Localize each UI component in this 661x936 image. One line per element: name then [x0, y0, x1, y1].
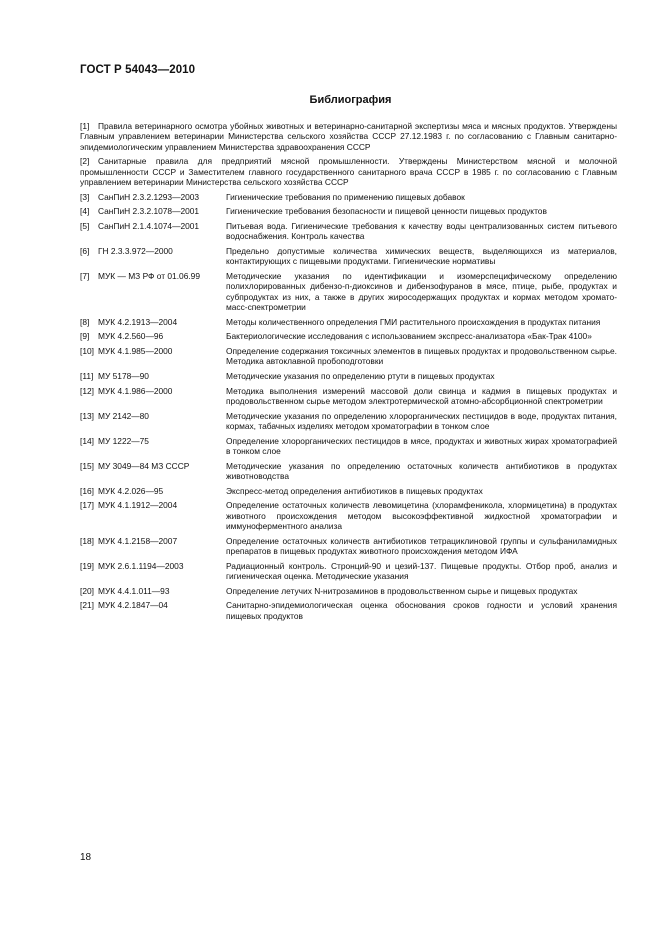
bibliography-list — [80, 121, 617, 625]
entry-document-code: МУ 5178—90 — [98, 371, 149, 381]
entry-text: Методические указания по определению остаточных количеств антибиотиков в продуктах животноводства — [226, 460, 617, 481]
entry-text: Радиационный контроль. Стронций-90 и цезий-137. Пищевые продукты. Отбор проб, анализ и гигиеническая оценка. Методические указания — [226, 560, 617, 581]
bibliography-entry — [80, 436, 617, 457]
bibliography-entry — [80, 346, 617, 367]
entry-number: [10] — [80, 346, 94, 356]
bibliography-entry — [80, 156, 617, 187]
entry-number: [19] — [80, 560, 94, 571]
entry-document-code: МУК 2.6.1.1194—2003 — [98, 560, 184, 571]
entry-document-code: МУК 4.4.1.011—93 — [98, 585, 170, 596]
entry-document-code: МУК 4.1.985—2000 — [98, 346, 173, 356]
entry-number: [8] — [80, 316, 90, 327]
entry-document-code: МУК 4.1.986—2000 — [98, 385, 173, 396]
entry-text: Санитарно-эпидемиологическая оценка обоснования сроков годности и условий хранения пищевых продуктов — [226, 600, 617, 621]
entry-document-code: СанПиН 2.3.2.1293—2003 — [98, 191, 200, 202]
entry-text: Определение содержания токсичных элементов в пищевых продуктах и продовольственном сырье. Методика автоклавной пробоподготовки — [226, 346, 617, 367]
entry-number: [21] — [80, 600, 94, 611]
entry-number: [20] — [80, 585, 94, 596]
entry-text: Бактериологические исследования с использованием экспресс-анализатора «Бак-Трак 4100» — [226, 331, 592, 342]
bibliography-entry — [80, 561, 617, 582]
entry-number: [18] — [80, 535, 94, 546]
entry-number: [5] — [80, 221, 90, 231]
entry-number: [4] — [80, 206, 90, 217]
bibliography-entry — [80, 386, 617, 407]
entry-document-code: МУК 4.2.560—96 — [98, 331, 164, 342]
bibliography-entry — [80, 221, 617, 242]
entry-text: Методические указания по определению ртути в пищевых продуктах — [226, 371, 495, 381]
entry-number: [6] — [80, 246, 90, 256]
entry-document-code: МУК 4.2.026—95 — [98, 485, 164, 496]
entry-text: Методические указания по определению хлорорганических пестицидов в воде, продуктах питания, кормах, табачных изделиях методом хроматографии в тонком слое — [226, 410, 617, 431]
entry-document-code: МУК 4.1.2158—2007 — [98, 535, 178, 546]
bibliography-entry — [80, 121, 617, 152]
entry-text: Предельно допустимые количества химических веществ, выделяющихся из материалов, контактирующих с пищевыми продуктами. Гигиенические нормативы — [226, 246, 617, 267]
entry-text: Гигиенические требования по применению пищевых добавок — [226, 191, 465, 202]
page-number: 18 — [80, 852, 92, 863]
document-code: ГОСТ Р 54043—2010 — [80, 64, 196, 76]
entry-number: [7] — [80, 271, 90, 281]
entry-text: Экспресс-метод определения антибиотиков в пищевых продуктах — [226, 485, 483, 496]
bibliography-entry — [80, 371, 617, 381]
bibliography-entry — [80, 331, 617, 341]
entry-number: [17] — [80, 500, 94, 511]
entry-document-code: МУ 1222—75 — [98, 435, 149, 446]
entry-number: [13] — [80, 410, 94, 421]
bibliography-title: Библиография — [309, 94, 392, 106]
entry-number: [14] — [80, 435, 94, 446]
bibliography-entry — [80, 246, 617, 267]
entry-document-code: МУК 4.2.1913—2004 — [98, 316, 178, 327]
entry-number: [11] — [80, 371, 94, 381]
entry-text: Питьевая вода. Гигиенические требования к качеству воды централизованных систем питьевого водоснабжения. Контроль качества — [226, 221, 617, 242]
entry-document-code: ГН 2.3.3.972—2000 — [98, 246, 173, 256]
entry-number: [2] — [80, 156, 90, 167]
bibliography-entry — [80, 192, 617, 202]
bibliography-entry — [80, 271, 617, 313]
bibliography-entry — [80, 317, 617, 327]
bibliography-entry — [80, 486, 617, 496]
entry-document-code: СанПиН 2.1.4.1074—2001 — [98, 221, 200, 231]
entry-text: Правила ветеринарного осмотра убойных животных и ветеринарно-санитарной экспертизы мяса и мясных продуктов. Утверждены Главным управлением ветеринарии Министерства сельского хозяйства СССР 27.12.1983 г. по согласованию с Главным санитарно-эпидемиологическим управлением Министерства здравоохранения СССР — [80, 121, 617, 152]
entry-text: Определение остаточных количеств левомицетина (хлорамфеникола, хлормицетина) в продуктах животного происхождения методом высокоэффективной жидкостной хроматографии и иммуноферментного анализа — [226, 500, 617, 531]
entry-document-code: МУ 2142—80 — [98, 410, 149, 421]
entry-text: Определение хлорорганических пестицидов в мясе, продуктах и животных жирах хроматографией в тонком слое — [226, 435, 617, 456]
bibliography-entry — [80, 536, 617, 557]
entry-number: [1] — [80, 121, 90, 131]
entry-number: [12] — [80, 385, 94, 396]
entry-text: Определение летучих N-нитрозаминов в продовольственном сырье и пищевых продуктах — [226, 585, 578, 596]
bibliography-entry — [80, 500, 617, 531]
entry-number: [3] — [80, 191, 90, 202]
entry-document-code: МУК 4.2.1847—04 — [98, 600, 168, 611]
entry-document-code: МУК 4.1.1912—2004 — [98, 500, 178, 511]
entry-document-code: СанПиН 2.3.2.1078—2001 — [98, 206, 200, 217]
entry-document-code: МУК — МЗ РФ от 01.06.99 — [98, 271, 200, 281]
entry-text: Санитарные правила для предприятий мясной промышленности. Утверждены Министерством мясной и молочной промышленности СССР и Заместителем главного государственного санитарного врача СССР в 1985 г. по согласованию с Главным управлением ветеринарии Министерства сельского хозяйства СССР — [80, 156, 617, 188]
entry-number: [16] — [80, 485, 94, 496]
entry-text: Гигиенические требования безопасности и пищевой ценности пищевых продуктов — [226, 206, 547, 217]
entry-text: Методика выполнения измерений массовой доли свинца и кадмия в пищевых продуктах и продовольственном сырье методом электротермической атомно-абсорбционной спектрометрии — [226, 385, 617, 406]
bibliography-entry — [80, 461, 617, 482]
entry-text: Методы количественного определения ГМИ растительного происхождения в продуктах питания — [226, 316, 601, 327]
bibliography-entry — [80, 206, 617, 216]
bibliography-entry — [80, 600, 617, 621]
bibliography-entry — [80, 586, 617, 596]
entry-number: [9] — [80, 331, 90, 342]
entry-text: Определение остаточных количеств антибиотиков тетрациклиновой группы и сульфаниламидных препаратов в пищевых продуктах животного происхождения методом ИФА — [226, 535, 617, 556]
entry-number: [15] — [80, 460, 94, 471]
entry-document-code: МУ 3049—84 МЗ СССР — [98, 460, 190, 471]
bibliography-entry — [80, 411, 617, 432]
entry-text: Методические указания по идентификации и изомерспецифическому определению полихлорированных дибензо-п-диоксинов и дибензофуранов в мясе, птице, рыбе, продуктах и субпродуктах из них, а также в других жиросодержащих продуктах и кормах методом хромато-масс-спектрометрии — [226, 271, 617, 313]
